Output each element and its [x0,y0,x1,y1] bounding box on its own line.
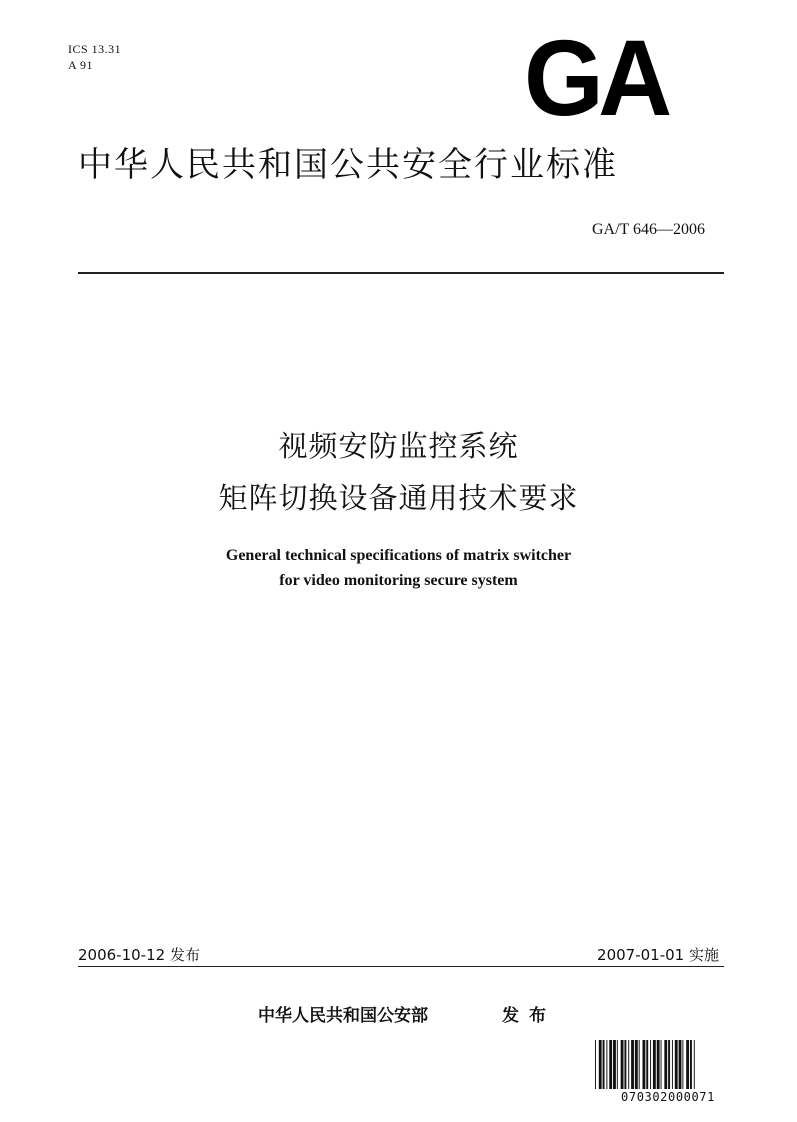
title-en-line2: for video monitoring secure system [279,572,518,589]
ics-code: ICS 13.31 [68,42,122,56]
title-en-line1: General technical specifications of matrix switcher [225,547,572,564]
standard-code: GA/T 646—2006 [591,221,705,238]
title-zh-line1: 视频安防监控系统 [278,429,519,463]
implementation-date: 2007-01-01 实施 [597,946,719,964]
classification-codes [68,41,121,73]
barcode-icon [595,1040,741,1089]
issue-date: 2006-10-12 发布 [78,946,200,964]
bottom-divider [78,966,724,967]
barcode-number: 070302000071 [621,1090,715,1104]
standard-title: 中华人民共和国公共安全行业标准 [78,145,618,185]
ga-logo: GA [524,17,667,138]
ccs-code: A 91 [68,58,94,72]
issuer-action: 发布 [502,1006,556,1026]
top-divider [78,272,724,274]
title-zh-line2: 矩阵切换设备通用技术要求 [218,481,579,515]
issuer-name: 中华人民共和国公安部 [258,1006,428,1026]
